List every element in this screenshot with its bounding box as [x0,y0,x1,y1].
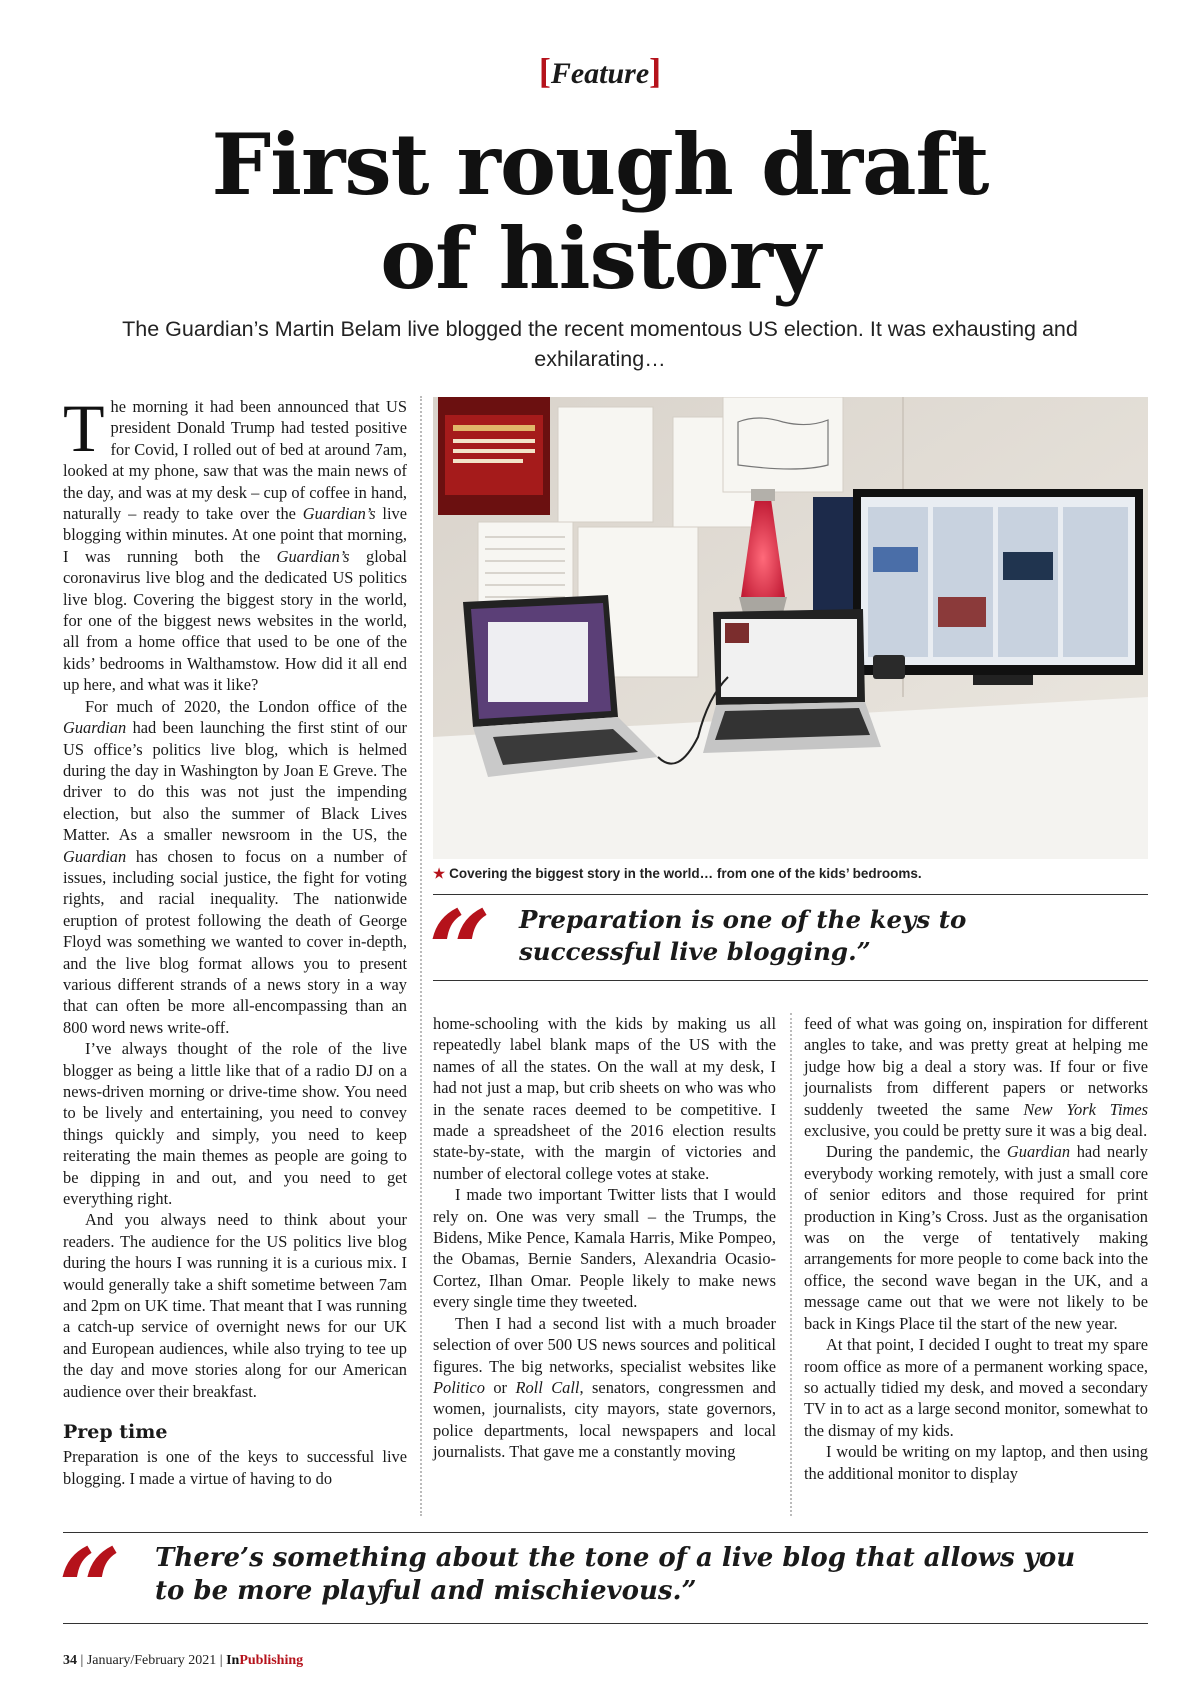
brand-publishing: Publishing [239,1653,304,1668]
pullquote-rule-bottom [433,980,1148,981]
paragraph: home-schooling with the kids by making us all repeatedly label blank maps of the US with the names of all the states. On the wall at my desk, I had not just a map, but crib sheets on who was who in the senate races deemed to be competitive. I made a spreadsheet of the 2016 election results state-by-state, with the margin of victories and number of electoral college votes at stake. [433,1014,776,1183]
pullquote-2: There’s something about the tone of a live blog that allows you to be more playful and mischievous.” [155,1543,1076,1606]
brand-in: In [226,1653,240,1668]
pullquote-rule-bottom [63,1623,1148,1624]
headline-line-1: First rough draft [211,115,989,214]
article-column-3 [804,1013,1148,1484]
star-icon: ★ [433,866,446,881]
subheading: Prep time [63,1421,168,1444]
paragraph: feed of what was going on, inspiration for different angles to take, and was pretty great at helping me judge how big a deal a story was. If four or five journalists from different papers or networks suddenly tweeted the same New York Times exclusive, you could be pretty sure it was a big deal. [804,1014,1148,1141]
standfirst: The Guardian’s Martin Belam live blogged the recent momentous US election. It was exhausting and exhilarating… [122,317,1078,371]
paragraph: I made two important Twitter lists that I would rely on. One was very small – the Trumps, the Bidens, Mike Pence, Kamala Harris, Mike Pompeo, the Obamas, Bernie Sanders, Alexandria Ocasio-Cortez, Ilhan Omar. People likely to make news every single time they tweeted. [433,1185,776,1312]
paragraph: I’ve always thought of the role of the live blogger as being a little like that of a radio DJ on a news-driven morning or drive-time show. You need to be lively and entertaining, you need to convey things quickly and simply, you need to keep reiterating the main themes as people are going to be dipping in and out, and you need to get everything right. [63,1039,407,1209]
paragraph: For much of 2020, the London office of the Guardian had been launching the first stint of our US office’s politics live blog, which is helmed during the day in Washington by Joan E Greve. The driver to do this was not just the impending election, but also the summer of Black Lives Matter. As a smaller newsroom in the US, the Guardian has chosen to focus on a number of issues, including social justice, the fight for voting rights, and racial inequality. The nationwide eruption of protest following the death of George Floyd was something we wanted to cover in-depth, and the live blog format allows you to present various different strands of a news story in a way that can often be more all-encompassing than an 800 word news write-off. [63,696,407,1037]
caption-text: Covering the biggest story in the world… from one of the kids’ bedrooms. [449,866,922,881]
paragraph: During the pandemic, the Guardian had nearly everybody working remotely, with just a small core of senior editors and those required for print production in King’s Cross. Just as the organisation was on the verge of tentatively making arrangements for more people to come back into the office, the second wave began in the UK, and a message came out that we were not likely to be back in Kings Place til the start of the new year. [804,1142,1148,1333]
headline-line-2: of history [380,209,820,308]
paragraph: And you always need to think about your readers. The audience for the US politics live blog during the hours I was running it is a curious mix. I would generally take a shift sometime between 7am and 2pm on UK time. That meant that I was running a catch-up service of overnight news for our UK and European audiences, while also trying to tee up the day and move stories along for our American audience over their breakfast. [63,1210,407,1401]
page-number: 34 [63,1653,77,1668]
paragraph: Then I had a second list with a much broader selection of over 500 US news sources and political figures. The big networks, specialist websites like Politico or Roll Call, senators, congressmen and women, journalists, city mayors, state governors, police departments, local newspapers and local journalists. That gave me a constantly moving [433,1313,776,1462]
paragraph: I would be writing on my laptop, and then using the additional monitor to display [804,1442,1148,1483]
desk-setup-photo [433,397,1148,859]
section-kicker [0,50,1200,92]
quote-mark-icon: “ [58,1524,122,1653]
kicker-text: Feature [550,57,650,90]
pullquote-rule-top [63,1532,1148,1533]
article-column-1 [63,390,407,1489]
column-divider [420,396,422,1516]
article-column-2 [433,1013,776,1463]
issue-date: January/February 2021 [86,1653,217,1668]
paragraph: Preparation is one of the keys to successful live blogging. I made a virtue of having to do [63,1447,407,1488]
kicker-bracket-close: ] [649,51,662,91]
quote-mark-icon: “ [428,886,492,1015]
photo-illustration [433,397,1148,859]
kicker-bracket-open: [ [538,51,551,91]
column-divider [790,1013,792,1516]
drop-cap: T [63,390,105,466]
pullquote-rule-top [433,894,1148,895]
paragraph: At that point, I decided I ought to treat my spare room office as more of a permanent working space, so actually tidied my desk, and moved a secondary TV in to act as a large second monitor, somewhat to the dismay of my kids. [804,1335,1148,1440]
paragraph: The morning it had been announced that US president Donald Trump had tested positive for Covid, I rolled out of bed at around 7am, looked at my phone, saw that was the main news of the day, and was at my desk – cup of coffee in hand, naturally – ready to take over the Guardian’s live blogging within minutes. At one point that morning, I was running both the Guardian’s global coronavirus live blog and the dedicated US politics live blog. Covering the biggest story in the world, for one of the biggest news websites in the world, all from a home office that used to be one of the kids’ bedrooms in Walthamstow. How did it all end up here, and what was it like? [63,390,407,695]
pullquote-1: Preparation is one of the keys to successful live blogging.” [519,905,967,966]
photo-caption [433,866,1148,882]
page-footer: 34 | January/February 2021 | InPublishing [63,1653,304,1668]
headline [100,115,1100,308]
